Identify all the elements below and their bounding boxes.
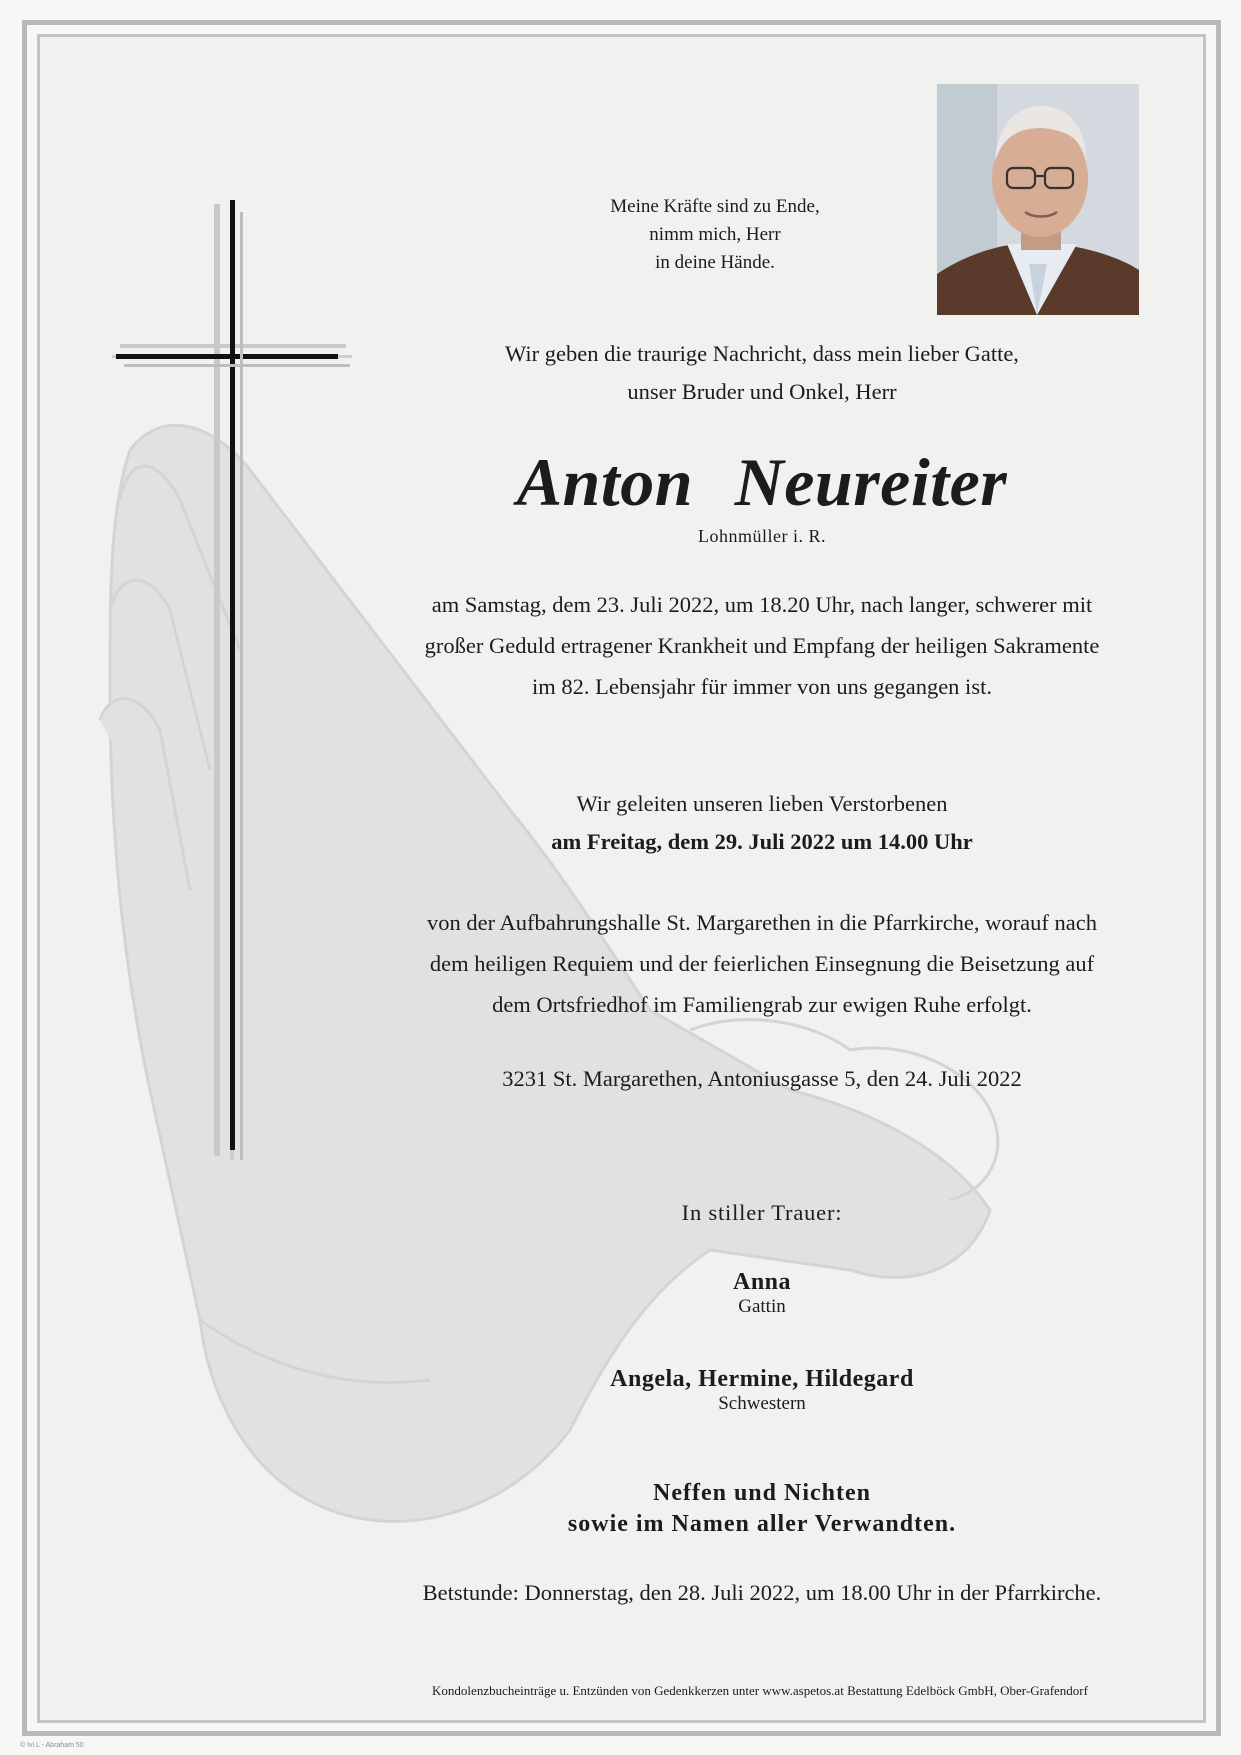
deceased-occupation: Lohnmüller i. R. [698, 526, 826, 546]
portrait-photo [937, 84, 1139, 315]
relatives-line: Neffen und Nichten [652, 1480, 871, 1506]
route-line: dem heiligen Requiem und der feierlichen Einsegnung die Beisetzung auf [429, 951, 1095, 976]
funeral-date: am Freitag, dem 29. Juli 2022 um 14.00 Uhr [551, 829, 973, 854]
route-line: dem Ortsfriedhof im Familiengrab zur ewigen Ruhe erfolgt. [492, 992, 1032, 1017]
relatives-line: sowie im Namen aller Verwandten. [567, 1511, 957, 1537]
intro-text [372, 335, 1152, 411]
place-and-date: 3231 St. Margarethen, Antoniusgasse 5, den 24. Juli 2022 [502, 1066, 1022, 1091]
funeral-announcement [372, 785, 1152, 861]
mourner-name: Angela, Hermine, Hildegard [610, 1366, 914, 1392]
mourner-name: Anna [732, 1269, 792, 1295]
death-notice-line: im 82. Lebensjahr für immer von uns gegangen ist. [532, 674, 992, 699]
relatives [372, 1478, 1152, 1540]
motto-line: nimm mich, Herr [649, 224, 781, 245]
funeral-line: Wir geleiten unseren lieben Verstorbenen [576, 791, 948, 816]
mourner-entry [372, 1365, 1152, 1415]
deceased-name: Anton Neureiter [516, 444, 1008, 520]
image-credit: © Ivi L - Abraham 50 [20, 1742, 84, 1749]
intro-line: unser Bruder und Onkel, Herr [627, 379, 897, 404]
prayer-hour: Betstunde: Donnerstag, den 28. Juli 2022, um 18.00 Uhr in der Pfarrkirche. [422, 1580, 1102, 1605]
death-notice-line: am Samstag, dem 23. Juli 2022, um 18.20 Uhr, nach langer, schwerer mit [431, 592, 1093, 617]
funeral-route [372, 902, 1152, 1025]
death-notice-line: großer Geduld ertragener Krankheit und Empfang der heiligen Sakramente [424, 633, 1100, 658]
death-notice [372, 584, 1152, 707]
cross-symbol [112, 200, 352, 1160]
mourner-entry [372, 1268, 1152, 1318]
motto-line: Meine Kräfte sind zu Ende, [610, 196, 820, 217]
motto-line: in deine Hände. [655, 252, 775, 273]
mourner-role: Gattin [738, 1296, 786, 1317]
footer-note: Kondolenzbucheinträge u. Entzünden von Gedenkkerzen unter www.aspetos.at Bestattung Edelböck GmbH, Ober-Grafendorf [432, 1683, 1088, 1698]
mourning-heading: In stiller Trauer: [681, 1200, 843, 1225]
intro-line: Wir geben die traurige Nachricht, dass mein lieber Gatte, [505, 341, 1019, 366]
motto-verse [560, 193, 870, 277]
mourner-role: Schwestern [718, 1393, 806, 1414]
route-line: von der Aufbahrungshalle St. Margarethen in die Pfarrkirche, worauf nach [427, 910, 1097, 935]
